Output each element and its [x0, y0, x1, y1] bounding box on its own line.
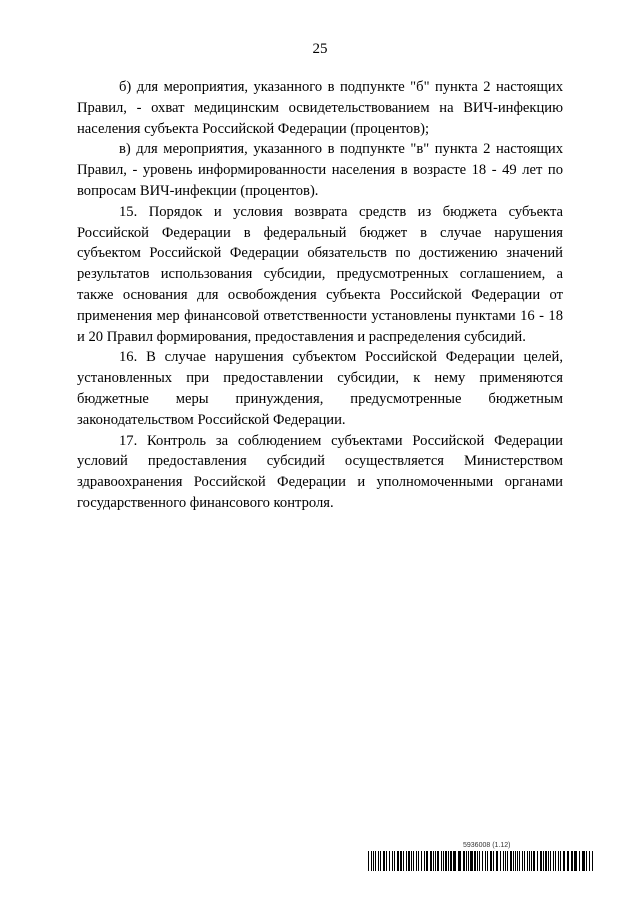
- page-number: 25: [312, 41, 328, 57]
- barcode-icon: [368, 851, 594, 871]
- paragraph-subitem-v: в) для мероприятия, указанного в подпункте "в" пункта 2 настоящих Правил, - уровень информированности населения в возрасте 18 - 49 лет по вопросам ВИЧ-инфекции (процентов).: [77, 141, 563, 199]
- paragraph-item-16: 16. В случае нарушения субъектом Российской Федерации целей, установленных при предоставлении субсидии, к нему применяются бюджетные меры принуждения, предусмотренные бюджетным законодательством Российской Федерации.: [77, 349, 563, 428]
- document-body: [77, 77, 563, 514]
- paragraph-item-15: 15. Порядок и условия возврата средств из бюджета субъекта Российской Федерации в федеральный бюджет в случае нарушения субъектом Российской Федерации обязательств по достижению значений результатов использования субсидии, предусмотренных соглашением, а также основания для освобождения субъекта Российской Федерации от применения мер финансовой ответственности установлены пунктами 16 - 18 и 20 Правил формирования, предоставления и распределения субсидий.: [77, 203, 563, 345]
- document-code: 5936008 (1.12): [463, 842, 511, 849]
- paragraph-subitem-b: б) для мероприятия, указанного в подпункте "б" пункта 2 настоящих Правил, - охват медицинским освидетельствованием на ВИЧ-инфекцию населения субъекта Российской Федерации (процентов);: [77, 79, 563, 137]
- paragraph-item-17: 17. Контроль за соблюдением субъектами Российской Федерации условий предоставления субсидий осуществляется Министерством здравоохранения Российской Федерации и уполномоченными органами государственного финансового контроля.: [77, 432, 563, 511]
